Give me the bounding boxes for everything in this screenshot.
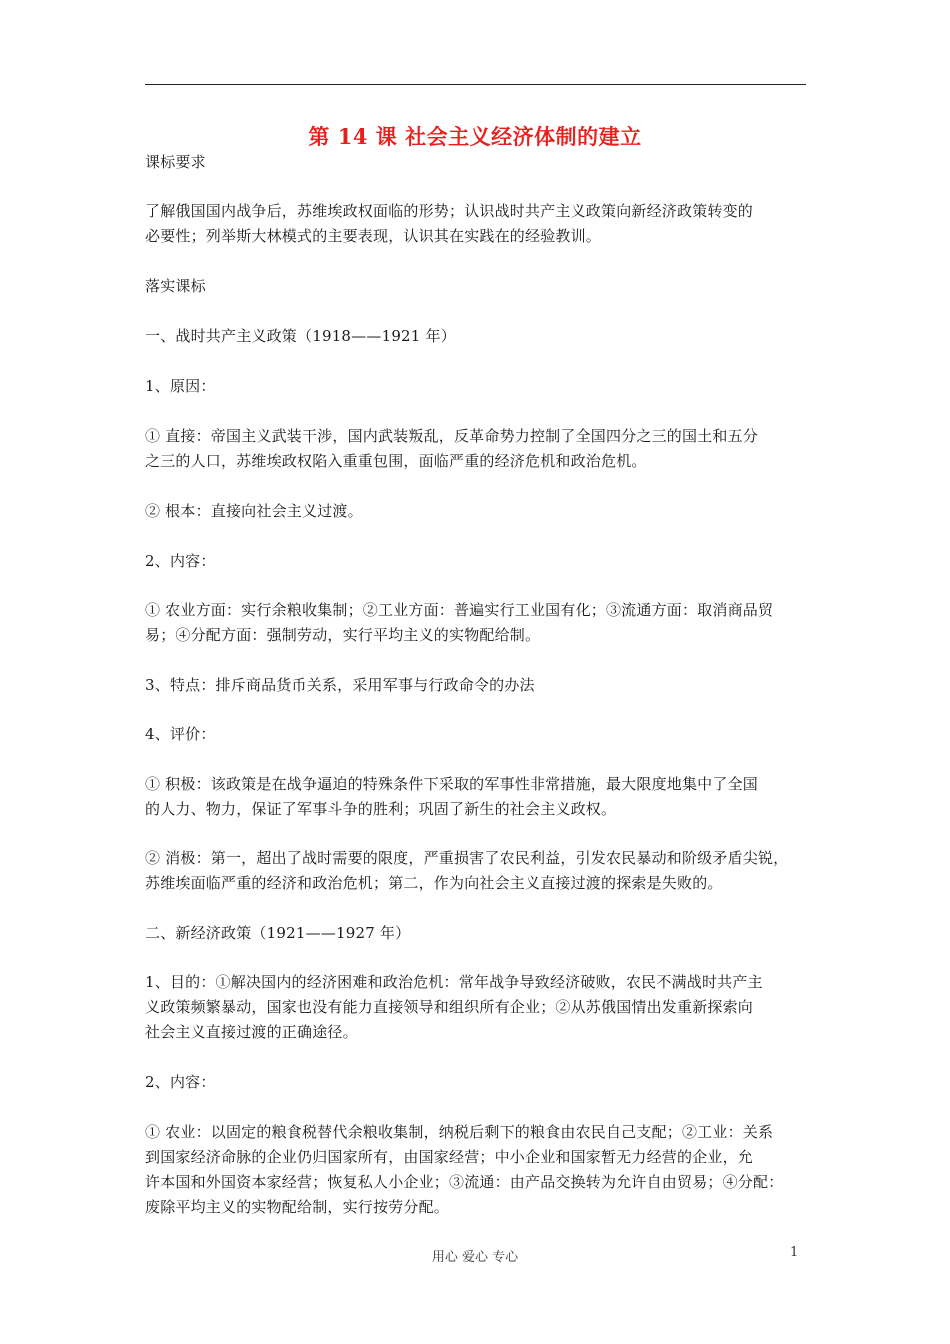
subheading-content	[145, 549, 810, 574]
section-heading-war-communism	[145, 324, 810, 349]
text-line: 必要性；列举斯大林模式的主要表现，认识其在实践在的经验教训。	[145, 227, 602, 245]
text-line: 2、内容：	[145, 1073, 216, 1091]
text-line: 废除平均主义的实物配给制，实行按劳分配。	[145, 1198, 450, 1216]
footer-slogan: 用心 爱心 专心	[431, 1250, 519, 1265]
paragraph-root-cause	[145, 499, 810, 524]
text-line: 之三的人口，苏维埃政权陷入重重包围，面临严重的经济危机和政治危机。	[145, 452, 647, 470]
text-line: 3、特点：排斥商品货币关系，采用军事与行政命令的办法	[145, 676, 535, 694]
text-line: 苏维埃面临严重的经济和政治危机；第二，作为向社会主义直接过渡的探索是失败的。	[145, 874, 723, 892]
text-line: 到国家经济命脉的企业仍归国家所有，由国家经营；中小企业和国家暂无力经营的企业，允	[145, 1148, 754, 1166]
paragraph-nep-content	[145, 1120, 810, 1220]
text-line: 一、战时共产主义政策（1918——1921 年）	[145, 327, 456, 345]
text-line: 了解俄国国内战争后，苏维埃政权面临的形势；认识战时共产主义政策向新经济政策转变的	[145, 202, 754, 220]
text-line: ① 农业方面：实行余粮收集制；②工业方面：普遍实行工业国有化；③流通方面：取消商品贸	[145, 601, 774, 619]
subheading-causes	[145, 374, 810, 399]
text-line: 2、内容：	[145, 552, 216, 570]
text-line: 易；④分配方面：强制劳动，实行平均主义的实物配给制。	[145, 626, 541, 644]
text-line: ① 直接：帝国主义武装干涉，国内武装叛乱，反革命势力控制了全国四分之三的国土和五分	[145, 427, 758, 445]
text-line: 4、评价：	[145, 725, 216, 743]
subheading-evaluation	[145, 722, 810, 747]
text-line: 义政策频繁暴动，国家也没有能力直接领导和组织所有企业；②从苏俄国情出发重新探索向	[145, 998, 754, 1016]
section-heading-requirements	[145, 150, 810, 175]
text-line: 的人力、物力，保证了军事斗争的胜利；巩固了新生的社会主义政权。	[145, 800, 617, 818]
text-line: ① 积极：该政策是在战争逼迫的特殊条件下采取的军事性非常措施，最大限度地集中了全国	[145, 775, 758, 793]
section-heading-implement	[145, 274, 810, 299]
paragraph-negative	[145, 846, 810, 896]
header-rule	[145, 84, 806, 85]
text-line: ② 根本：直接向社会主义过渡。	[145, 502, 363, 520]
section-heading-nep	[145, 921, 810, 946]
text-line: 落实课标	[145, 277, 206, 295]
paragraph-content	[145, 598, 810, 648]
subheading-nep-content	[145, 1070, 810, 1095]
lesson-title: 第 14 课 社会主义经济体制的建立	[308, 124, 642, 149]
paragraph-requirements	[145, 199, 810, 249]
text-line: 社会主义直接过渡的正确途径。	[145, 1023, 358, 1041]
text-line: ① 农业：以固定的粮食税替代余粮收集制，纳税后剩下的粮食由农民自己支配；②工业：关系	[145, 1123, 774, 1141]
text-line: ② 消极：第一，超出了战时需要的限度，严重损害了农民利益，引发农民暴动和阶级矛盾尖锐，	[145, 849, 789, 867]
paragraph-positive	[145, 772, 810, 822]
page-number: 1	[790, 1245, 799, 1260]
text-line: 1、目的：①解决国内的经济困难和政治危机：常年战争导致经济破败，农民不满战时共产主	[145, 973, 763, 991]
paragraph-direct-cause	[145, 424, 810, 474]
text-line: 二、新经济政策（1921——1927 年）	[145, 924, 411, 942]
paragraph-features	[145, 673, 810, 698]
text-line: 课标要求	[145, 153, 206, 171]
text-line: 1、原因：	[145, 377, 216, 395]
text-line: 许本国和外国资本家经营；恢复私人小企业；③流通：由产品交换转为允许自由贸易；④分配：	[145, 1173, 784, 1191]
paragraph-nep-purpose	[145, 970, 810, 1045]
